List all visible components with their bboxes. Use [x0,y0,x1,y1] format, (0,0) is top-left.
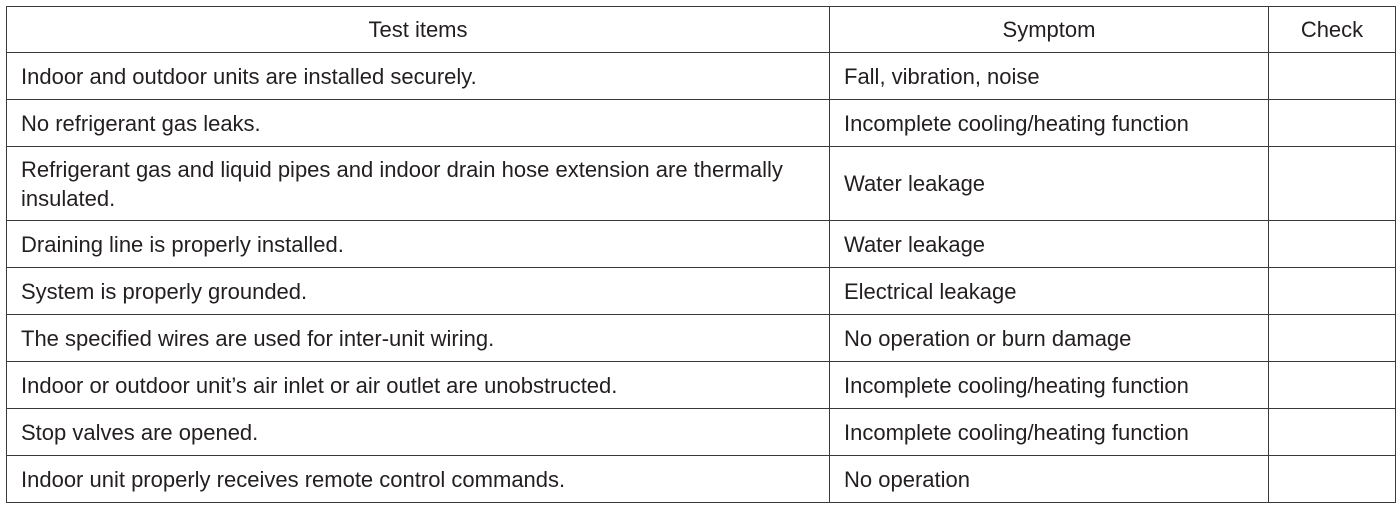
test-item-cell: Stop valves are opened. [7,409,830,456]
check-cell[interactable] [1269,268,1396,315]
check-cell[interactable] [1269,315,1396,362]
header-test-items: Test items [7,7,830,53]
table-row [7,100,1396,147]
table-row [7,456,1396,503]
check-cell[interactable] [1269,221,1396,268]
table-row [7,268,1396,315]
test-checklist-table [6,6,1396,503]
symptom-cell: Water leakage [830,147,1269,221]
test-item-cell: Refrigerant gas and liquid pipes and indoor drain hose extension are thermally insulated. [7,147,830,221]
test-item-cell: Indoor unit properly receives remote control commands. [7,456,830,503]
header-symptom: Symptom [830,7,1269,53]
table-row [7,147,1396,221]
symptom-cell: Incomplete cooling/heating function [830,100,1269,147]
table-row [7,409,1396,456]
symptom-cell: Incomplete cooling/heating function [830,409,1269,456]
test-item-cell: Indoor and outdoor units are installed securely. [7,53,830,100]
symptom-cell: No operation [830,456,1269,503]
test-item-cell: The specified wires are used for inter-unit wiring. [7,315,830,362]
test-item-cell: No refrigerant gas leaks. [7,100,830,147]
test-item-cell: Indoor or outdoor unit’s air inlet or air outlet are unobstructed. [7,362,830,409]
test-item-cell: Draining line is properly installed. [7,221,830,268]
table-row [7,53,1396,100]
table-row [7,315,1396,362]
table-row [7,221,1396,268]
check-cell[interactable] [1269,100,1396,147]
symptom-cell: Incomplete cooling/heating function [830,362,1269,409]
check-cell[interactable] [1269,456,1396,503]
symptom-cell: No operation or burn damage [830,315,1269,362]
symptom-cell: Water leakage [830,221,1269,268]
check-cell[interactable] [1269,53,1396,100]
symptom-cell: Fall, vibration, noise [830,53,1269,100]
table-row [7,362,1396,409]
check-cell[interactable] [1269,409,1396,456]
test-item-cell: System is properly grounded. [7,268,830,315]
header-check: Check [1269,7,1396,53]
table-header-row [7,7,1396,53]
check-cell[interactable] [1269,362,1396,409]
symptom-cell: Electrical leakage [830,268,1269,315]
check-cell[interactable] [1269,147,1396,221]
